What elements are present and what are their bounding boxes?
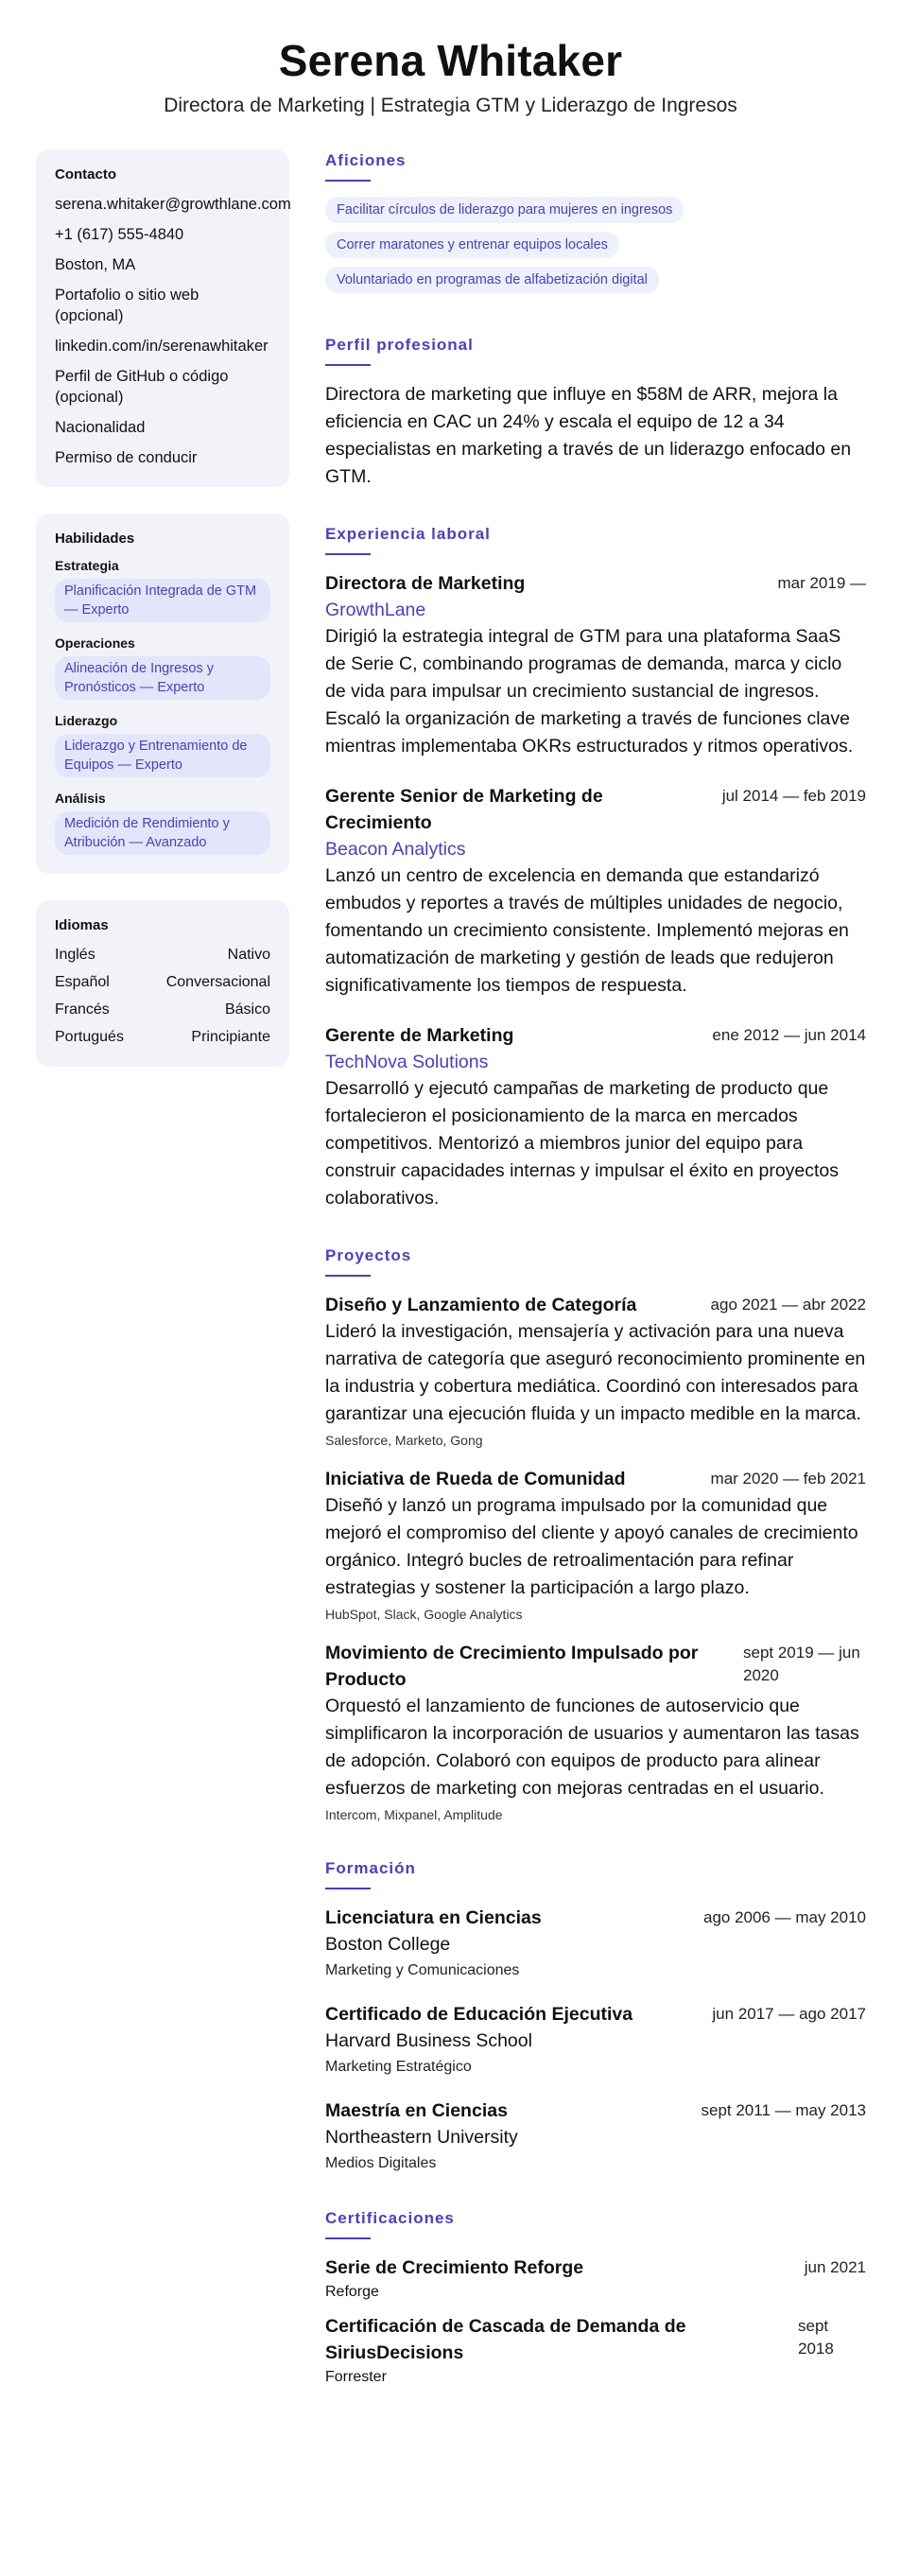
company-name: GrowthLane [325, 600, 426, 620]
section-divider [325, 1888, 371, 1889]
education-section [325, 1857, 866, 2175]
profile-section [325, 334, 866, 491]
school-name: Boston College [325, 1934, 451, 1955]
project-description: Orquestó el lanzamiento de funciones de autoservicio que simplificaron la incorporación de usuarios y aumentaron las tasas de adopción. Colaboró con equipos de producto para alinear esfuerzos de marketing con mejoras centradas en el usuario. [325, 1696, 859, 1799]
education-dates: jun 2017 — ago 2017 [712, 2005, 866, 2023]
school-name: Northeastern University [325, 2127, 518, 2148]
education-dates: ago 2006 — may 2010 [702, 1908, 866, 1926]
job-dates: mar 2019 — [777, 574, 866, 592]
contact-heading: Contacto [55, 166, 116, 183]
project-entry [325, 1640, 866, 1825]
language-level: Básico [224, 1001, 270, 1018]
profile-summary: Directora de marketing que influye en $58M de ARR, mejora la eficiencia en CAC un 24% y escala el equipo de 12 a 34 especialistas en marketing a través de un liderazgo enfocado en GTM. [325, 384, 852, 487]
skill-pill: Medición de Rendimiento y Atribución — Avanzado [55, 811, 270, 855]
job-description: Desarrolló y ejecutó campañas de marketing de producto que fortalecieron el posicionamiento de la marca en mercados competitivos. Mentorizó a miembros junior del equipo para construir capacidades internas y impulsar el éxito en proyectos colaborativos. [325, 1078, 840, 1209]
job-description: Dirigió la estrategia integral de GTM para una plataforma SaaS de Serie C, combinando programas de demanda, marca y ciclo de vida para impulsar un crecimiento sustancial de ingresos. Escaló la organización de marketing a través de funciones clave mientras implementaba OKRs estructurados y ritmos operativos. [325, 626, 854, 757]
language-level: Principiante [191, 1029, 270, 1045]
project-title: Movimiento de Crecimiento Impulsado por Producto [325, 1643, 699, 1690]
contact-phone[interactable]: +1 (617) 555-4840 [55, 226, 184, 243]
project-description: Lideró la investigación, mensajería y activación para una nueva narrativa de categoría que aseguró reconocimiento prominente en la industria y cobertura mediática. Coordinó con interesados para garantizar una ejecución fluida y un impacto medible en la marca. [325, 1321, 866, 1424]
language-row [55, 945, 270, 966]
hobby-tag: Voluntariado en programas de alfabetización digital [325, 267, 659, 293]
field-of-study: Medios Digitales [325, 2155, 437, 2171]
certification-date: sept 2018 [798, 2317, 834, 2358]
certification-date: jun 2021 [804, 2258, 866, 2276]
skill-pill: Alineación de Ingresos y Pronósticos — Experto [55, 656, 270, 700]
certifications-section [325, 2207, 866, 2389]
experience-entry [325, 783, 866, 1000]
section-title: Formación [325, 1859, 416, 1877]
education-entry [325, 2001, 866, 2079]
certification-issuer: Forrester [325, 2369, 387, 2385]
job-description: Lanzó un centro de excelencia en demanda que estandarizó embudos y reportes a través de múltiples unidades de negocio, fomentando un crecimiento consistente. Implementó mejoras en automatización de marketing y gestión de leads que redujeron significativamente los tiempos de respuesta. [325, 865, 849, 996]
resume-header [0, 34, 901, 119]
contact-nationality: Nacionalidad [55, 419, 146, 436]
project-tools: Salesforce, Marketo, Gong [325, 1433, 483, 1448]
contact-license: Permiso de conducir [55, 449, 198, 466]
language-name: Inglés [55, 947, 95, 963]
section-divider [325, 1275, 371, 1277]
candidate-name: Serena Whitaker [278, 36, 623, 85]
language-name: Francés [55, 1001, 110, 1018]
language-row [55, 1000, 270, 1020]
section-title: Proyectos [325, 1246, 412, 1264]
hobby-tag: Correr maratones y entrenar equipos locales [325, 232, 619, 258]
contact-portfolio: Portafolio o sitio web (opcional) [55, 287, 199, 324]
skill-group-label: Análisis [55, 791, 106, 806]
project-dates: sept 2019 — jun 2020 [743, 1644, 860, 1684]
language-level: Conversacional [165, 974, 270, 990]
section-title: Aficiones [325, 151, 407, 169]
job-dates: ene 2012 — jun 2014 [712, 1026, 866, 1044]
experience-entry [325, 570, 866, 760]
job-title: Gerente Senior de Marketing de Crecimiento [325, 786, 603, 833]
project-tools: HubSpot, Slack, Google Analytics [325, 1607, 523, 1622]
section-divider [325, 2237, 371, 2239]
contact-card [36, 149, 289, 487]
skill-pill: Liderazgo y Entrenamiento de Equipos — Experto [55, 734, 270, 777]
skill-group-label: Operaciones [55, 635, 135, 651]
certification-entry [325, 2254, 866, 2304]
experience-section [325, 523, 866, 1212]
skills-heading: Habilidades [55, 531, 135, 547]
education-entry [325, 2097, 866, 2175]
section-divider [325, 180, 371, 182]
language-name: Portugués [55, 1029, 124, 1045]
certification-issuer: Reforge [325, 2284, 379, 2300]
company-name: Beacon Analytics [325, 839, 466, 860]
experience-entry [325, 1022, 866, 1212]
project-title: Diseño y Lanzamiento de Categoría [325, 1295, 637, 1315]
certification-title: Certificación de Cascada de Demanda de SiriusDecisions [325, 2316, 686, 2363]
degree-title: Maestría en Ciencias [325, 2100, 508, 2121]
skill-group-label: Estrategia [55, 558, 119, 573]
field-of-study: Marketing y Comunicaciones [325, 1962, 520, 1978]
certification-title: Serie de Crecimiento Reforge [325, 2257, 584, 2278]
project-entry [325, 1466, 866, 1625]
contact-github: Perfil de GitHub o código (opcional) [55, 368, 229, 406]
section-title: Certificaciones [325, 2209, 455, 2227]
job-title: Gerente de Marketing [325, 1025, 514, 1046]
skill-group-label: Liderazgo [55, 713, 118, 728]
hobbies-section [325, 149, 866, 302]
project-description: Diseñó y lanzó un programa impulsado por la comunidad que mejoró el compromiso del cliente y apoyó canales de crecimiento orgánico. Integró bucles de retroalimentación para refinar estrategias y sostener la participación a largo plazo. [325, 1495, 858, 1598]
project-dates: ago 2021 — abr 2022 [710, 1296, 866, 1314]
school-name: Harvard Business School [325, 2030, 532, 2051]
job-title: Directora de Marketing [325, 573, 526, 594]
languages-card [36, 900, 289, 1067]
education-entry [325, 1905, 866, 1982]
skills-card [36, 513, 289, 874]
candidate-title: Directora de Marketing | Estrategia GTM y Liderazgo de Ingresos [164, 95, 737, 116]
field-of-study: Marketing Estratégico [325, 2059, 472, 2075]
section-divider [325, 553, 371, 555]
education-dates: sept 2011 — may 2013 [701, 2101, 866, 2119]
project-tools: Intercom, Mixpanel, Amplitude [325, 1807, 503, 1822]
language-row [55, 972, 270, 993]
languages-heading: Idiomas [55, 917, 109, 933]
language-name: Español [55, 974, 110, 990]
sidebar [36, 149, 289, 1093]
project-entry [325, 1292, 866, 1451]
main-content [325, 149, 866, 2421]
contact-email[interactable]: serena.whitaker@growthlane.com [55, 196, 291, 213]
certification-entry [325, 2313, 866, 2389]
projects-section [325, 1244, 866, 1825]
language-row [55, 1027, 270, 1048]
skill-pill: Planificación Integrada de GTM — Experto [55, 579, 270, 622]
contact-linkedin[interactable]: linkedin.com/in/serenawhitaker [55, 338, 269, 355]
section-title: Perfil profesional [325, 336, 474, 354]
job-dates: jul 2014 — feb 2019 [721, 787, 866, 805]
company-name: TechNova Solutions [325, 1052, 489, 1072]
language-level: Nativo [227, 947, 270, 963]
section-title: Experiencia laboral [325, 525, 491, 543]
degree-title: Licenciatura en Ciencias [325, 1907, 542, 1928]
hobby-tag: Facilitar círculos de liderazgo para mujeres en ingresos [325, 197, 684, 223]
project-dates: mar 2020 — feb 2021 [710, 1470, 866, 1488]
degree-title: Certificado de Educación Ejecutiva [325, 2004, 633, 2025]
contact-location: Boston, MA [55, 256, 136, 273]
project-title: Iniciativa de Rueda de Comunidad [325, 1469, 626, 1489]
section-divider [325, 364, 371, 366]
